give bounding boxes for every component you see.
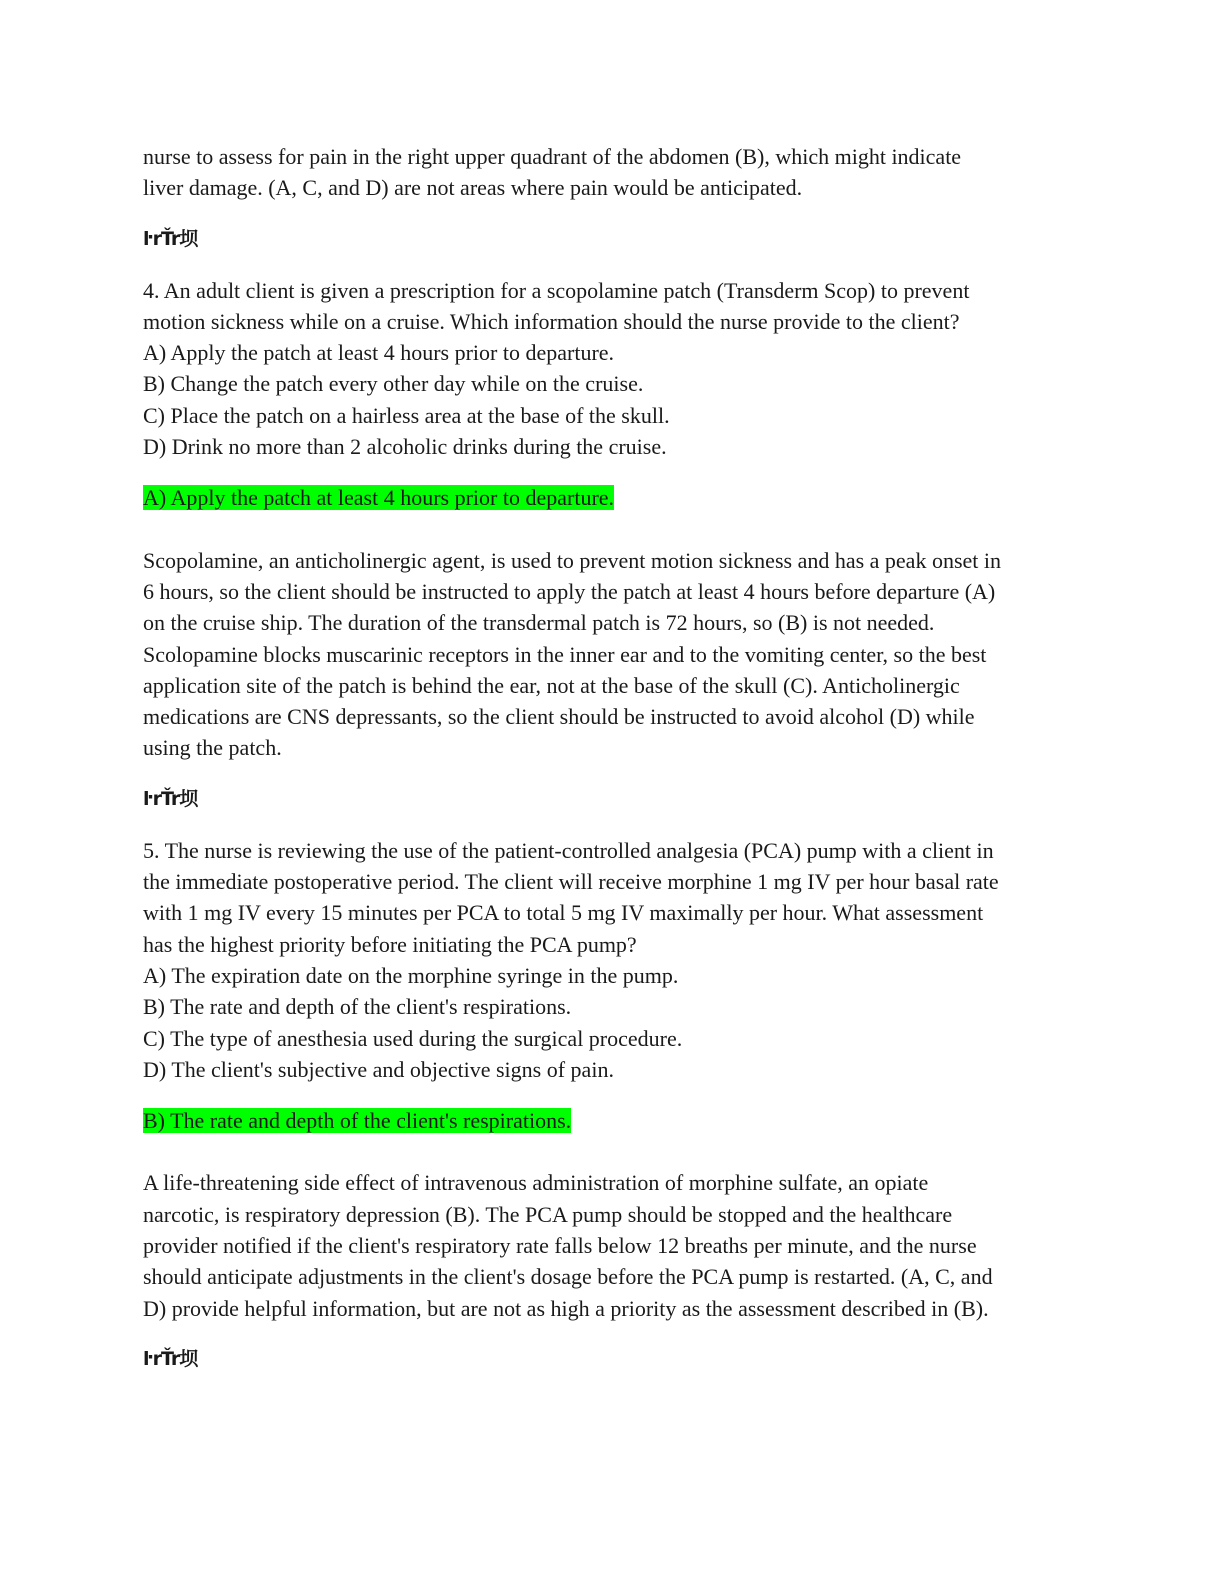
intro-paragraph — [143, 141, 1083, 204]
question-stem-line: 4. An adult client is given a prescription for a scopolamine patch (Transderm Scop) to prevent — [143, 277, 970, 303]
option-c: C) Place the patch on a hairless area at the base of the skull. — [143, 402, 670, 428]
rationale-line: A life-threatening side effect of intravenous administration of morphine sulfate, an opiate — [143, 1170, 929, 1196]
question-5 — [143, 835, 1083, 1085]
rationale-line: on the cruise ship. The duration of the transdermal patch is 72 hours, so (B) is not needed. — [143, 610, 935, 636]
rationale-5 — [143, 1167, 1083, 1323]
rationale-line: Scopolamine, an anticholinergic agent, is used to prevent motion sickness and has a peak onset in — [143, 547, 1001, 573]
option-a: A) Apply the patch at least 4 hours prior to departure. — [143, 340, 615, 366]
separator-glyphs: ŀrŤr坝 — [143, 227, 198, 250]
separator-glyphs: ŀrŤr坝 — [143, 787, 198, 810]
question-stem-line: with 1 mg IV every 15 minutes per PCA to total 5 mg IV maximally per hour. What assessment — [143, 900, 984, 926]
separator-glyphs: ŀrŤr坝 — [143, 1347, 198, 1370]
rationale-line: application site of the patch is behind the ear, not at the base of the skull (C). Anticholinergic — [143, 672, 960, 698]
rationale-4 — [143, 545, 1083, 764]
answer-5 — [143, 1105, 1083, 1136]
text-line: liver damage. (A, C, and D) are not areas where pain would be anticipated. — [143, 175, 803, 201]
rationale-line: using the patch. — [143, 735, 282, 761]
option-d: D) The client's subjective and objective signs of pain. — [143, 1056, 614, 1082]
question-stem-line: 5. The nurse is reviewing the use of the patient-controlled analgesia (PCA) pump with a client in — [143, 837, 994, 863]
option-b: B) Change the patch every other day while on the cruise. — [143, 371, 644, 397]
option-a: A) The expiration date on the morphine syringe in the pump. — [143, 962, 679, 988]
question-stem-line: has the highest priority before initiating the PCA pump? — [143, 931, 637, 957]
rationale-line: D) provide helpful information, but are not as high a priority as the assessment described in (B). — [143, 1295, 989, 1321]
rationale-line: medications are CNS depressants, so the client should be instructed to avoid alcohol (D) while — [143, 704, 975, 730]
document-page — [143, 141, 1083, 1375]
highlighted-answer: A) Apply the patch at least 4 hours prior to departure. — [143, 485, 615, 511]
option-b: B) The rate and depth of the client's respirations. — [143, 994, 572, 1020]
highlighted-answer: B) The rate and depth of the client's respirations. — [143, 1108, 572, 1134]
rationale-line: provider notified if the client's respiratory rate falls below 12 breaths per minute, and the nurse — [143, 1233, 977, 1259]
answer-4 — [143, 482, 1083, 513]
question-4 — [143, 275, 1083, 463]
rationale-line: narcotic, is respiratory depression (B). The PCA pump should be stopped and the healthcare — [143, 1201, 953, 1227]
question-stem-line: motion sickness while on a cruise. Which information should the nurse provide to the client? — [143, 308, 960, 334]
option-c: C) The type of anesthesia used during the surgical procedure. — [143, 1025, 683, 1051]
rationale-line: Scolopamine blocks muscarinic receptors in the inner ear and to the vomiting center, so the best — [143, 641, 987, 667]
question-stem-line: the immediate postoperative period. The client will receive morphine 1 mg IV per hour basal rate — [143, 869, 999, 895]
rationale-line: 6 hours, so the client should be instructed to apply the patch at least 4 hours before departure (A) — [143, 578, 996, 604]
option-d: D) Drink no more than 2 alcoholic drinks during the cruise. — [143, 434, 667, 460]
rationale-line: should anticipate adjustments in the client's dosage before the PCA pump is restarted. (A, C, and — [143, 1264, 993, 1290]
text-line: nurse to assess for pain in the right upper quadrant of the abdomen (B), which might indicate — [143, 144, 962, 169]
